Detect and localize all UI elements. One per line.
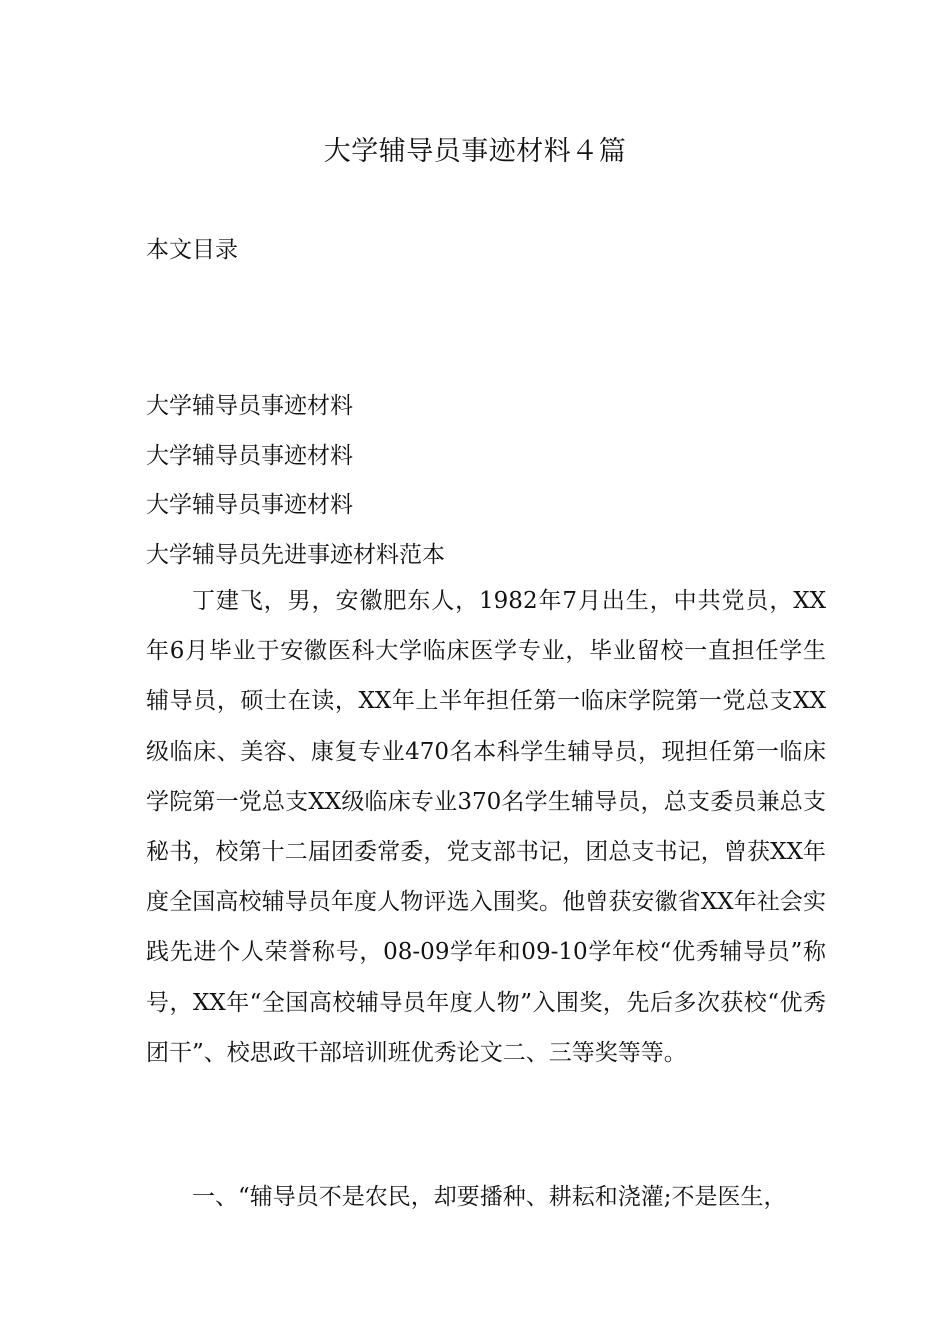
toc-heading: 本文目录 <box>146 237 238 263</box>
intro-paragraph: 丁建飞，男，安徽肥东人，1982年7月出生，中共党员，XX年6月毕业于安徽医科大学临床医学专业，毕业留校一直担任学生辅导员，硕士在读，XX年上半年担任第一临床学院第一党总支XX级临床、美容、康复专业470名本科学生辅导员，现担任第一临床学院第一党总支XX级临床专业370名学生辅导员，总支委员兼总支秘书，校第十二届团委常委，党支部书记，团总支书记，曾获XX年度全国高校辅导员年度人物评选入围奖。他曾获安徽省XX年社会实践先进个人荣誉称号，08-09学年和09-10学年校“优秀辅导员”称号，XX年“全国高校辅导员年度人物”入围奖，先后多次获校“优秀团干”、校思政干部培训班优秀论文二、三等奖等等。 <box>146 588 826 1066</box>
table-of-contents <box>146 382 445 580</box>
toc-item[interactable]: 大学辅导员事迹材料 <box>146 393 353 419</box>
toc-item[interactable]: 大学辅导员事迹材料 <box>146 492 353 518</box>
section-one-opening: 一、“辅导员不是农民，却要播种、耕耘和浇灌;不是医生， <box>192 1184 787 1210</box>
document-title: 大学辅导员事迹材料４篇 <box>323 136 627 167</box>
toc-item[interactable]: 大学辅导员事迹材料 <box>146 442 353 469</box>
toc-item[interactable]: 大学辅导员先进事迹材料范本 <box>146 541 445 568</box>
